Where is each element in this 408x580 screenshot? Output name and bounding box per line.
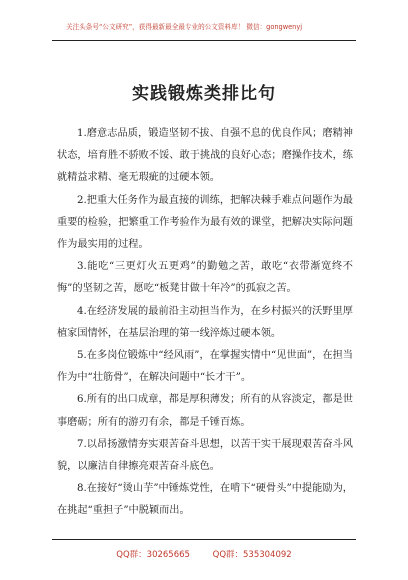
qq-group-1: QQ群：30265665 [116, 550, 190, 560]
list-item: 6.所有的出口成章，都是厚积薄发；所有的从容淡定，都是世事磨砺；所有的游刃有余，都是千锤百炼。 [57, 394, 353, 428]
page-header [52, 0, 356, 40]
list-item: 3.能吃“三更灯火五更鸡”的勤勉之苦，敢吃“衣带渐宽终不悔”的坚韧之苦，愿吃“板凳甘做十年冷”的孤寂之苦。 [57, 261, 353, 295]
list-item: 1.磨意志品质，锻造坚韧不拔、自强不息的优良作风；磨精神状态，培育胜不骄败不馁、敢于挑战的良好心态；磨操作技术，练就精益求精、毫无瑕疵的过硬本领。 [57, 128, 353, 184]
header-divider [52, 40, 356, 41]
list-item: 4.在经济发展的最前沿主动担当作为，在乡村振兴的沃野里厚植家国情怀，在基层治理的第一线淬炼过硬本领。 [57, 305, 353, 339]
page-footer [52, 539, 356, 560]
footer-divider [52, 539, 356, 540]
header-notice: 关注头条号“公文研究”，获得最新最全最专业的公文资料库！ 微信：gongwenyj [66, 23, 303, 31]
qq-group-2: QQ群：535304092 [212, 550, 292, 560]
footer-contacts [52, 548, 356, 560]
list-item: 5.在多岗位锻炼中“经风雨”，在掌握实情中“见世面”，在担当作为中“壮筋骨”，在解决问题中“长才干”。 [57, 350, 353, 384]
list-item: 2.把重大任务作为最直接的训练，把解决棘手难点问题作为最重要的检验，把繁重工作考验作为最有效的课堂，把解决实际问题作为最实用的过程。 [57, 194, 353, 251]
list-item: 8.在接好“烫山芋”中锤炼党性，在啃下“硬骨头”中提能励为，在挑起“重担子”中脱颖而出。 [57, 483, 353, 517]
sentence-list [57, 123, 353, 523]
list-item: 7.以昂扬激情夯实艰苦奋斗思想，以苦干实干展现艰苦奋斗风貌，以廉洁自律擦亮艰苦奋斗底色。 [57, 438, 353, 473]
document-title: 实践锻炼类排比句 [132, 84, 276, 104]
